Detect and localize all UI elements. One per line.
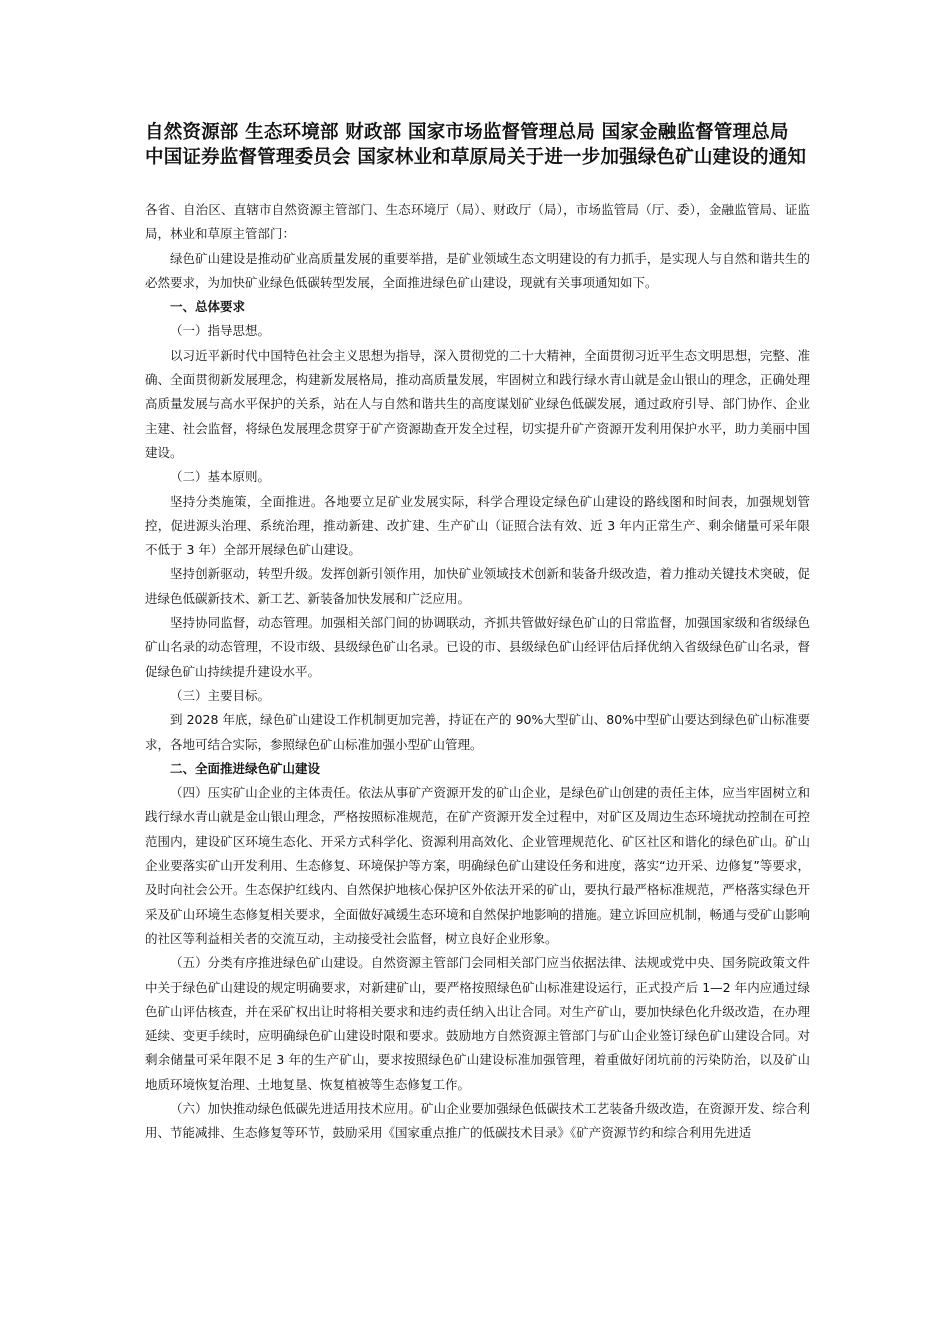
subheading-main-goals: （三）主要目标。 bbox=[170, 687, 271, 703]
salutation: 各省、自治区、直辖市自然资源主管部门、生态环境厅（局）、财政厅（局），市场监管局（厅、委），金融监管局、证监局，林业和草原主管部门： bbox=[145, 202, 810, 242]
paragraph-principle-1: 坚持分类施策，全面推进。各地要立足矿业发展实际，科学合理设定绿色矿山建设的路线图和时间表，加强规划管控，促进源头治理、系统治理，推动新建、改扩建、生产矿山（证照合法有效、近 3 年内正常生产、剩余储量可采年限不低于 3 年）全部开展绿色矿山建设。 bbox=[145, 493, 810, 558]
document-title: 自然资源部 生态环境部 财政部 国家市场监督管理总局 国家金融监督管理总局 中国证券监督管理委员会 国家林业和草原局关于进一步加强绿色矿山建设的通知 bbox=[145, 122, 807, 168]
paragraph-item-5: （五）分类有序推进绿色矿山建设。自然资源主管部门会同相关部门应当依据法律、法规或党中央、国务院政策文件中关于绿色矿山建设的规定明确要求，对新建矿山，要严格按照绿色矿山标准建设运行，正式投产后 1—2 年内应通过绿色矿山评估核查，并在采矿权出让时将相关要求和违约责任纳入出让合同。对生产矿山，要加快绿色化升级改造，在办理延续、变更手续时，应明确绿色矿山建设时限和要求。鼓励地方自然资源主管部门与矿山企业签订绿色矿山建设合同。对剩余储量可采年限不足 3 年的生产矿山，要求按照绿色矿山建设标准加强管理，着重做好闭坑前的污染防治，以及矿山地质环境恢复治理、土地复垦、恢复植被等生态修复工作。 bbox=[145, 955, 810, 1092]
section-heading-green-mines: 二、全面推进绿色矿山建设 bbox=[170, 760, 321, 776]
section-heading-general-requirements: 一、总体要求 bbox=[170, 299, 246, 315]
paragraph-item-4: （四）压实矿山企业的主体责任。依法从事矿产资源开发的矿山企业，是绿色矿山创建的责任主体，应当牢固树立和践行绿水青山就是金山银山理念，严格按照标准规范，在矿产资源开发全过程中，对矿区及周边生态环境扰动控制在可控范围内，建设矿区环境生态化、开采方式科学化、资源利用高效化、企业管理规范化、矿区社区和谐化的绿色矿山。矿山企业要落实矿山开发利用、生态修复、环境保护等方案，明确绿色矿山建设任务和进度，落实“边开采、边修复”等要求，及时向社会公开。生态保护红线内、自然保护地核心保护区外依法开采的矿山，要执行最严格标准规范，严格落实绿色开采及矿山环境生态修复相关要求，全面做好减缓生态环境和自然保护地影响的措施。建立诉回应机制，畅通与受矿山影响的社区等利益相关者的交流互动，主动接受社会监督，树立良好企业形象。 bbox=[145, 785, 810, 946]
paragraph-main-goals: 到 2028 年底，绿色矿山建设工作机制更加完善，持证在产的 90%大型矿山、80%中型矿山要达到绿色矿山标准要求，各地可结合实际，参照绿色矿山标准加强小型矿山管理。 bbox=[145, 712, 810, 752]
paragraph-item-6: （六）加快推动绿色低碳先进适用技术应用。矿山企业要加强绿色低碳技术工艺装备升级改造，在资源开发、综合利用、节能减排、生态修复等环节，鼓励采用《国家重点推广的低碳技术目录》《矿产资源节约和综合利用先进适 bbox=[145, 1100, 810, 1141]
intro-paragraph: 绿色矿山建设是推动矿业高质量发展的重要举措，是矿业领域生态文明建设的有力抓手，是实现人与自然和谐共生的必然要求，为加快矿业绿色低碳转型发展，全面推进绿色矿山建设，现就有关事项通知如下。 bbox=[145, 250, 810, 290]
subheading-guiding-ideology: （一）指导思想。 bbox=[170, 323, 271, 339]
paragraph-principle-3: 坚持协同监督，动态管理。加强相关部门间的协调联动，齐抓共管做好绿色矿山的日常监督，加强国家级和省级绿色矿山名录的动态管理，不设市级、县级绿色矿山名录。已设的市、县级绿色矿山经评估后择优纳入省级绿色矿山名录，督促绿色矿山持续提升建设水平。 bbox=[145, 615, 810, 679]
paragraph-principle-2: 坚持创新驱动，转型升级。发挥创新引领作用，加快矿业领域技术创新和装备升级改造，着力推动关键技术突破，促进绿色低碳新技术、新工艺、新装备加快发展和广泛应用。 bbox=[145, 566, 810, 606]
paragraph-guiding-ideology: 以习近平新时代中国特色社会主义思想为指导，深入贯彻党的二十大精神，全面贯彻习近平生态文明思想，完整、准确、全面贯彻新发展理念，构建新发展格局，推动高质量发展，牢固树立和践行绿水青山就是金山银山的理念，正确处理高质量发展与高水平保护的关系，站在人与自然和谐共生的高度谋划矿业绿色低碳发展，通过政府引导、部门协作、企业主建、社会监督，将绿色发展理念贯穿于矿产资源勘查开发全过程，切实提升矿产资源开发利用保护水平，助力美丽中国建设。 bbox=[145, 347, 810, 460]
subheading-basic-principles: （二）基本原则。 bbox=[170, 469, 271, 485]
document-page bbox=[145, 120, 810, 1146]
